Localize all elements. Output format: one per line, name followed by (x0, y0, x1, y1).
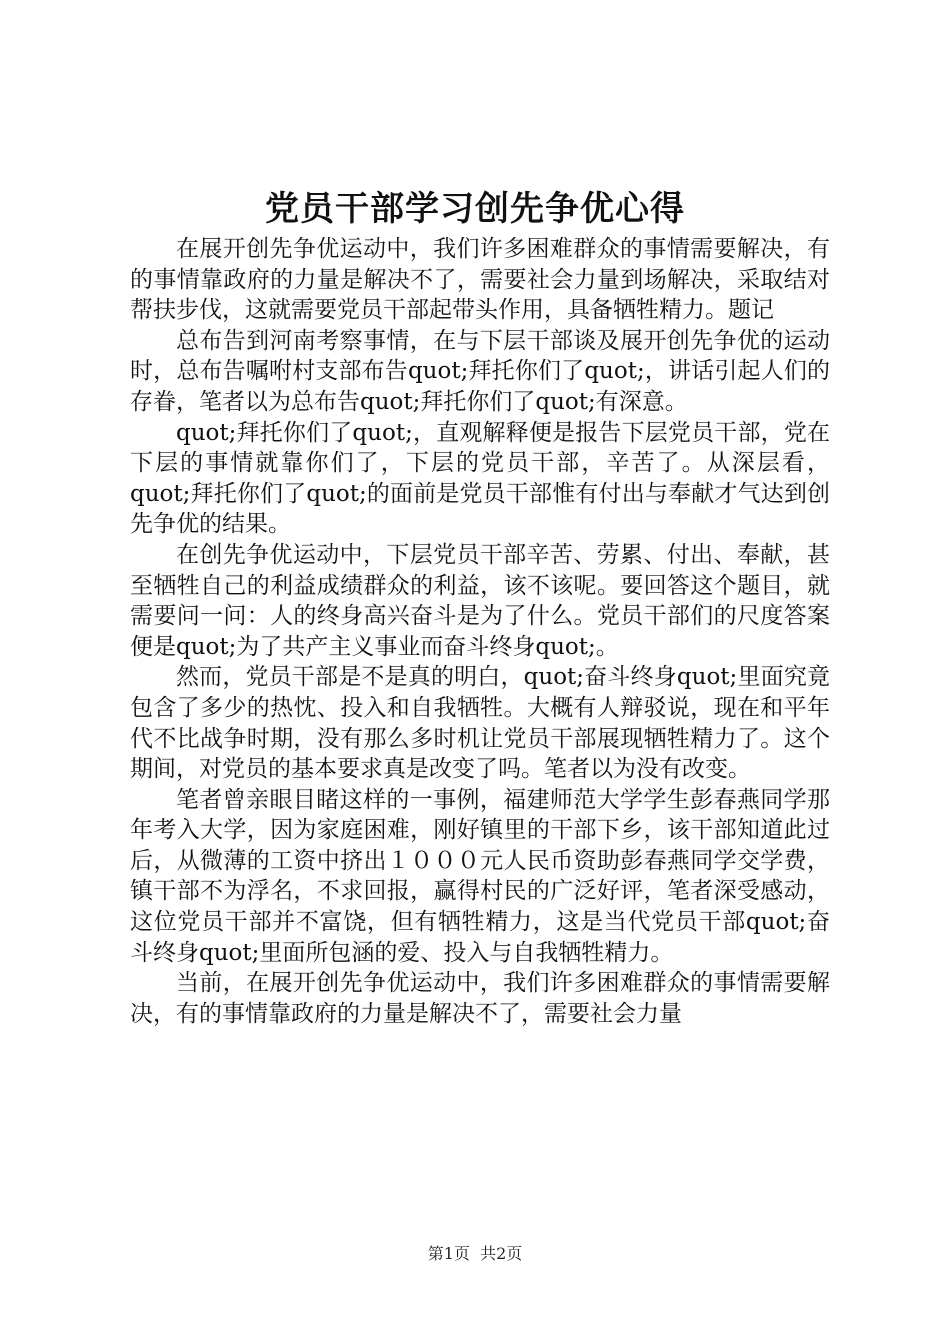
paragraph: 在展开创先争优运动中，我们许多困难群众的事情需要解决，有的事情靠政府的力量是解决不了，需要社会力量到场解决，采取结对帮扶步伐，这就需要党员干部起带头作用，具备牺牲精力。题记 (130, 236, 830, 324)
document-title: 党员干部学习创先争优心得 (265, 189, 685, 229)
paragraph: 在创先争优运动中，下层党员干部辛苦、劳累、付出、奉献，甚至牺牲自己的利益成绩群众的利益，该不该呢。要回答这个题目，就需要问一问：人的终身高兴奋斗是为了什么。党员干部们的尺度答案便是quot;为了共产主义事业而奋斗终身quot;。 (130, 541, 830, 660)
page-number: 第1页 (427, 1244, 470, 1263)
paragraph: 总布告到河南考察事情，在与下层干部谈及展开创先争优的运动时，总布告嘱咐村支部布告quot;拜托你们了quot;，讲话引起人们的存眷，笔者以为总布告quot;拜托你们了quot;有深意。 (130, 327, 830, 415)
page-footer (0, 1244, 950, 1264)
paragraph: quot;拜托你们了quot;，直观解释便是报告下层党员干部，党在下层的事情就靠你们了，下层的党员干部，辛苦了。从深层看，quot;拜托你们了quot;的面前是党员干部惟有付出与奉献才气达到创先争优的结果。 (130, 419, 830, 538)
page-total: 共2页 (480, 1244, 523, 1263)
document-body (130, 234, 830, 1029)
paragraph: 然而，党员干部是不是真的明白，quot;奋斗终身quot;里面究竟包含了多少的热忱、投入和自我牺牲。大概有人辩驳说，现在和平年代不比战争时期，没有那么多时机让党员干部展现牺牲精力了。这个期间，对党员的基本要求真是改变了吗。笔者以为没有改变。 (130, 664, 830, 783)
paragraph: 笔者曾亲眼目睹这样的一事例，福建师范大学学生彭春燕同学那年考入大学，因为家庭困难，刚好镇里的干部下乡，该干部知道此过后，从微薄的工资中挤出１０００元人民币资助彭春燕同学交学费，镇干部不为浮名，不求回报，赢得村民的广泛好评，笔者深受感动，这位党员干部并不富饶，但有牺牲精力，这是当代党员干部quot;奋斗终身quot;里面所包涵的爱、投入与自我牺牲精力。 (130, 786, 830, 966)
paragraph: 当前，在展开创先争优运动中，我们许多困难群众的事情需要解决，有的事情靠政府的力量是解决不了，需要社会力量 (130, 970, 830, 1027)
